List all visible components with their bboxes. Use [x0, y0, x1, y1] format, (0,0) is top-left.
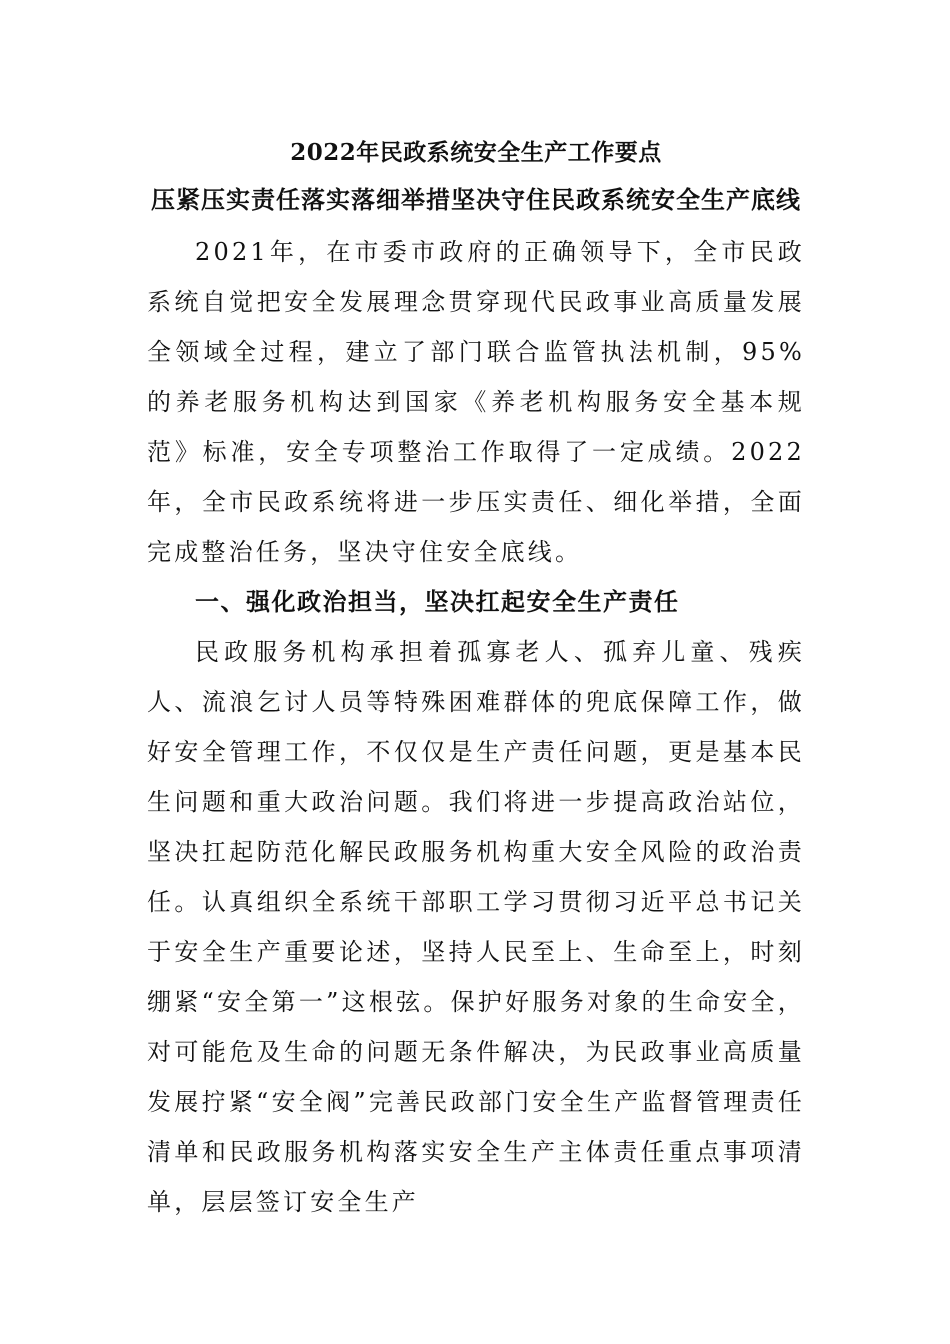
document-subtitle: 压紧压实责任落实落细举措坚决守住民政系统安全生产底线 — [151, 185, 801, 214]
intro-paragraph: 2021年，在市委市政府的正确领导下，全市民政系统自觉把安全发展理念贯穿现代民政事业高质量发展全领域全过程，建立了部门联合监管执法机制，95%的养老服务机构达到国家《养老机构服务安全基本规范》标准，安全专项整治工作取得了一定成绩。2022年，全市民政系统将进一步压实责任、细化举措，全面完成整治任务，坚决守住安全底线。 — [147, 238, 805, 566]
document-content — [147, 133, 805, 1227]
section-1-body: 民政服务机构承担着孤寡老人、孤弃儿童、残疾人、流浪乞讨人员等特殊困难群体的兜底保障工作，做好安全管理工作，不仅仅是生产责任问题，更是基本民生问题和重大政治问题。我们将进一步提高政治站位，坚决扛起防范化解民政服务机构重大安全风险的政治责任。认真组织全系统干部职工学习贯彻习近平总书记关于安全生产重要论述，坚持人民至上、生命至上，时刻绷紧“安全第一”这根弦。保护好服务对象的生命安全，对可能危及生命的问题无条件解决，为民政事业高质量发展拧紧“安全阀”完善民政部门安全生产监督管理责任清单和民政服务机构落实安全生产主体责任重点事项清单，层层签订安全生产 — [147, 638, 805, 1216]
document-title: 2022年民政系统安全生产工作要点 — [290, 139, 662, 166]
section-1-heading: 一、强化政治担当，坚决扛起安全生产责任 — [195, 587, 680, 616]
